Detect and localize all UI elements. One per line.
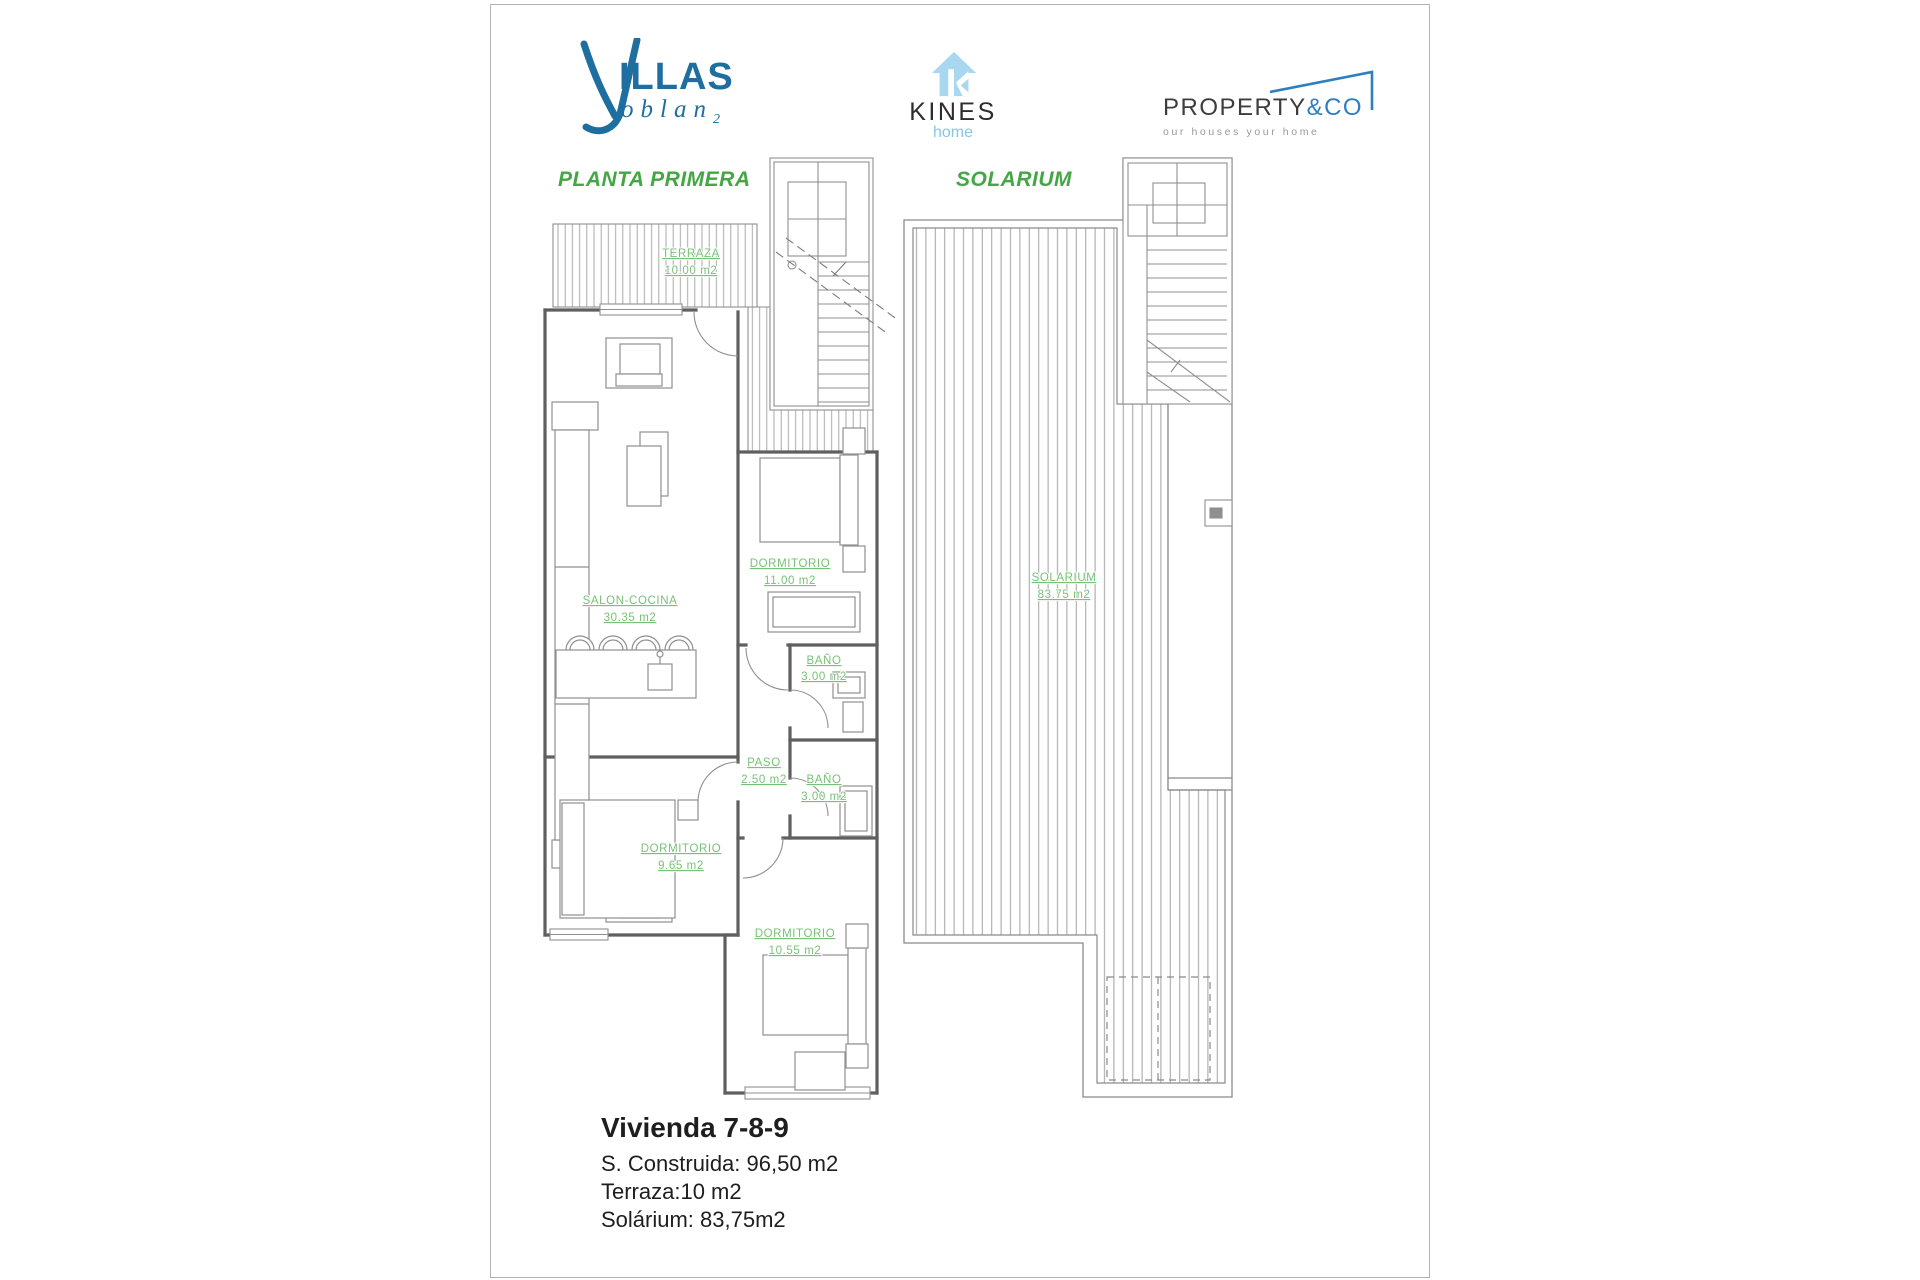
room-area: 3.00 m2 bbox=[801, 791, 847, 803]
sofa bbox=[552, 402, 598, 868]
room-label: PASO bbox=[747, 757, 781, 769]
property-logo-text: PROPERTY&CO bbox=[1163, 94, 1364, 121]
room-label: SALON-COCINA bbox=[582, 595, 678, 607]
dwelling-summary bbox=[601, 1112, 838, 1234]
coffee-table bbox=[627, 432, 668, 506]
room-label: TERRAZA bbox=[662, 248, 720, 260]
room-area: 2.50 m2 bbox=[741, 774, 787, 786]
room-area: 30.35 m2 bbox=[603, 612, 657, 624]
room-area: 11.00 m2 bbox=[764, 575, 816, 587]
solarium-plan bbox=[904, 158, 1232, 1097]
room-area: 83.75 m2 bbox=[1037, 589, 1091, 601]
left-plan-title: PLANTA PRIMERA bbox=[558, 168, 751, 191]
fixture-box bbox=[1205, 500, 1232, 526]
room-area: 10.00 m2 bbox=[664, 265, 718, 277]
bed bbox=[560, 800, 698, 918]
villas-logo-script: oblan$_2$ bbox=[621, 96, 720, 127]
property-logo-tagline: our houses your home bbox=[1163, 126, 1320, 138]
kitchen-counter bbox=[556, 636, 696, 698]
staircase-right bbox=[1123, 158, 1232, 404]
terrace-area-line: Terraza:10 m2 bbox=[601, 1179, 742, 1204]
room-label: BAÑO bbox=[806, 655, 842, 667]
built-area-line: S. Construida: 96,50 m2 bbox=[601, 1151, 839, 1176]
room-area: 9.65 m2 bbox=[658, 860, 704, 872]
understair-strip bbox=[1168, 404, 1232, 790]
armchair bbox=[606, 338, 672, 388]
staircase-left bbox=[770, 158, 873, 410]
room-label: SOLARIUM bbox=[1031, 572, 1097, 584]
room-label: DORMITORIO bbox=[754, 928, 836, 940]
solarium-area-line: Solárium: 83,75m2 bbox=[601, 1207, 786, 1232]
wardrobe bbox=[795, 1052, 845, 1090]
room-area: 10.55 m2 bbox=[768, 945, 822, 957]
room-label: DORMITORIO bbox=[749, 558, 831, 570]
bathroom-fixtures bbox=[833, 672, 872, 836]
right-plan-title: SOLARIUM bbox=[956, 168, 1072, 191]
kines-logo-text: KINES bbox=[909, 98, 997, 126]
room-label: DORMITORIO bbox=[640, 843, 722, 855]
room-label: BAÑO bbox=[806, 774, 842, 786]
kines-logo-sub: home bbox=[932, 124, 974, 141]
dwelling-title: Vivienda 7-8-9 bbox=[601, 1112, 789, 1143]
room-area: 3.00 m2 bbox=[801, 671, 847, 683]
planta-primera-plan bbox=[545, 158, 898, 1099]
villas-logo-sub: 2 bbox=[712, 112, 720, 127]
wardrobe bbox=[768, 592, 860, 632]
property-logo-accent: &CO bbox=[1306, 94, 1364, 121]
villas-logo-text: ILLAS bbox=[619, 56, 734, 98]
